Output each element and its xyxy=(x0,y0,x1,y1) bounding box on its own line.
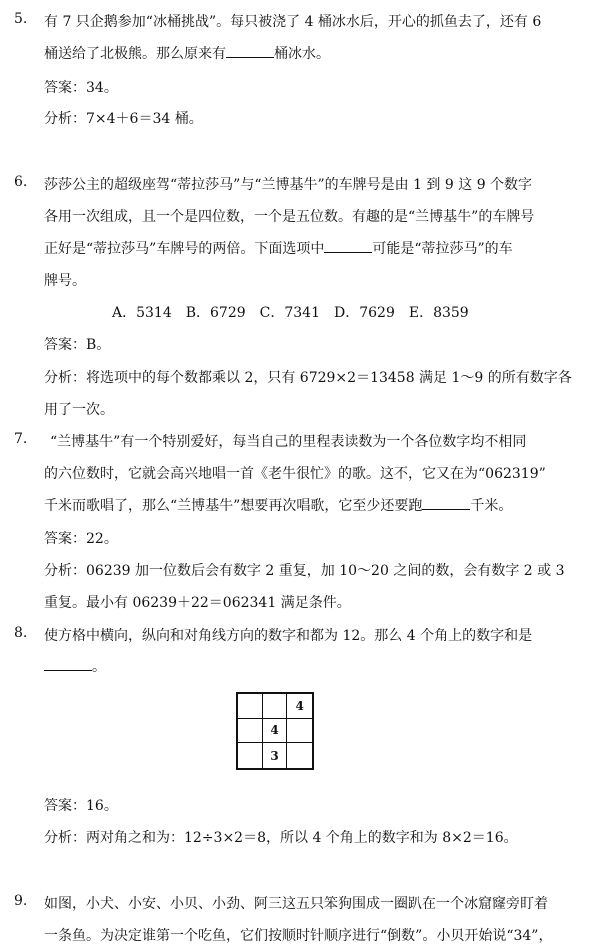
q7-line-2: 的六位数时，它就会高兴地唱一首《老牛很忙》的歌。这不，它又在为“062319” xyxy=(44,466,546,482)
q9-number: 9. xyxy=(14,893,28,909)
q5-number: 5. xyxy=(14,11,28,27)
q7-line-1: “兰博基牛”有一个特别爱好，每当自己的里程表读数为一个各位数字均不相同 xyxy=(50,434,527,450)
answer-blank xyxy=(44,658,92,671)
q8-line-1: 使方格中横向，纵向和对角线方向的数字和都为 12。那么 4 个角上的数字和是 xyxy=(44,628,533,644)
grid-cell xyxy=(238,719,263,744)
q6-line-2: 各用一次组成，且一个是四位数，一个是五位数。有趣的是“兰博基牛”的车牌号 xyxy=(44,209,535,225)
q6-line-3: 正好是“蒂拉莎马”车牌号的两倍。下面选项中 可能是“蒂拉莎马”的车 xyxy=(44,241,513,257)
q8-analysis: 分析：两对角之和为：12÷3×2＝8，所以 4 个角上的数字和为 8×2＝16。 xyxy=(44,830,518,846)
grid-cell xyxy=(287,719,312,744)
q6-line-1: 莎莎公主的超级座驾“蒂拉莎马”与“兰博基牛”的车牌号是由 1 到 9 这 9 个数字 xyxy=(44,177,533,193)
grid-cell xyxy=(287,743,312,768)
q7-number: 7. xyxy=(14,431,28,447)
q6-line-4: 牌号。 xyxy=(44,273,86,289)
q7-line-3: 千米而歌唱了，那么“兰博基牛”想要再次唱歌，它至少还要跑 千米。 xyxy=(44,498,513,514)
grid-cell xyxy=(263,694,288,719)
q6-analysis-1: 分析：将选项中的每个数都乘以 2，只有 6729×2＝13458 满足 1～9 的所有数字各 xyxy=(44,370,572,386)
q9-line-1: 如图，小犬、小安、小贝、小劲、阿三这五只笨狗围成一圈趴在一个冰窟窿旁盯着 xyxy=(44,896,548,912)
grid-cell: 3 xyxy=(263,743,288,768)
magic-square-grid xyxy=(236,692,314,770)
grid-cell xyxy=(238,694,263,719)
q5-line-2: 桶送给了北极熊。那么原来有 桶冰水。 xyxy=(44,46,330,62)
grid-cell: 4 xyxy=(263,719,288,744)
q9-line-2: 一条鱼。为决定谁第一个吃鱼，它们按顺时针顺序进行“倒数”。小贝开始说“34”， xyxy=(44,928,553,944)
q8-answer: 答案：16。 xyxy=(44,798,118,814)
q5-line-1: 有 7 只企鹅参加“冰桶挑战”。每只被浇了 4 桶冰水后，开心的抓鱼去了，还有 6 xyxy=(44,14,542,30)
q6-number: 6. xyxy=(14,174,28,190)
answer-blank xyxy=(324,240,372,253)
q8-line-2: 。 xyxy=(44,656,106,676)
q7-analysis-2: 重复。最小有 06239＋22＝062341 满足条件。 xyxy=(44,595,351,611)
q5-analysis: 分析：7×4＋6＝34 桶。 xyxy=(44,111,203,127)
answer-blank xyxy=(226,45,274,58)
grid-cell: 4 xyxy=(287,694,312,719)
q7-answer: 答案：22。 xyxy=(44,531,118,547)
q7-analysis-1: 分析：06239 加一位数后会有数字 2 重复，加 10～20 之间的数，会有数字 2 或 3 xyxy=(44,563,565,579)
q5-answer: 答案：34。 xyxy=(44,80,118,96)
q6-options: A．5314 B．6729 C．7341 D．7629 E．8359 xyxy=(112,305,469,321)
q6-answer: 答案：B。 xyxy=(44,337,111,353)
answer-blank xyxy=(422,497,470,510)
q6-analysis-2: 用了一次。 xyxy=(44,402,114,418)
q8-number: 8. xyxy=(14,625,28,641)
grid-cell xyxy=(238,743,263,768)
